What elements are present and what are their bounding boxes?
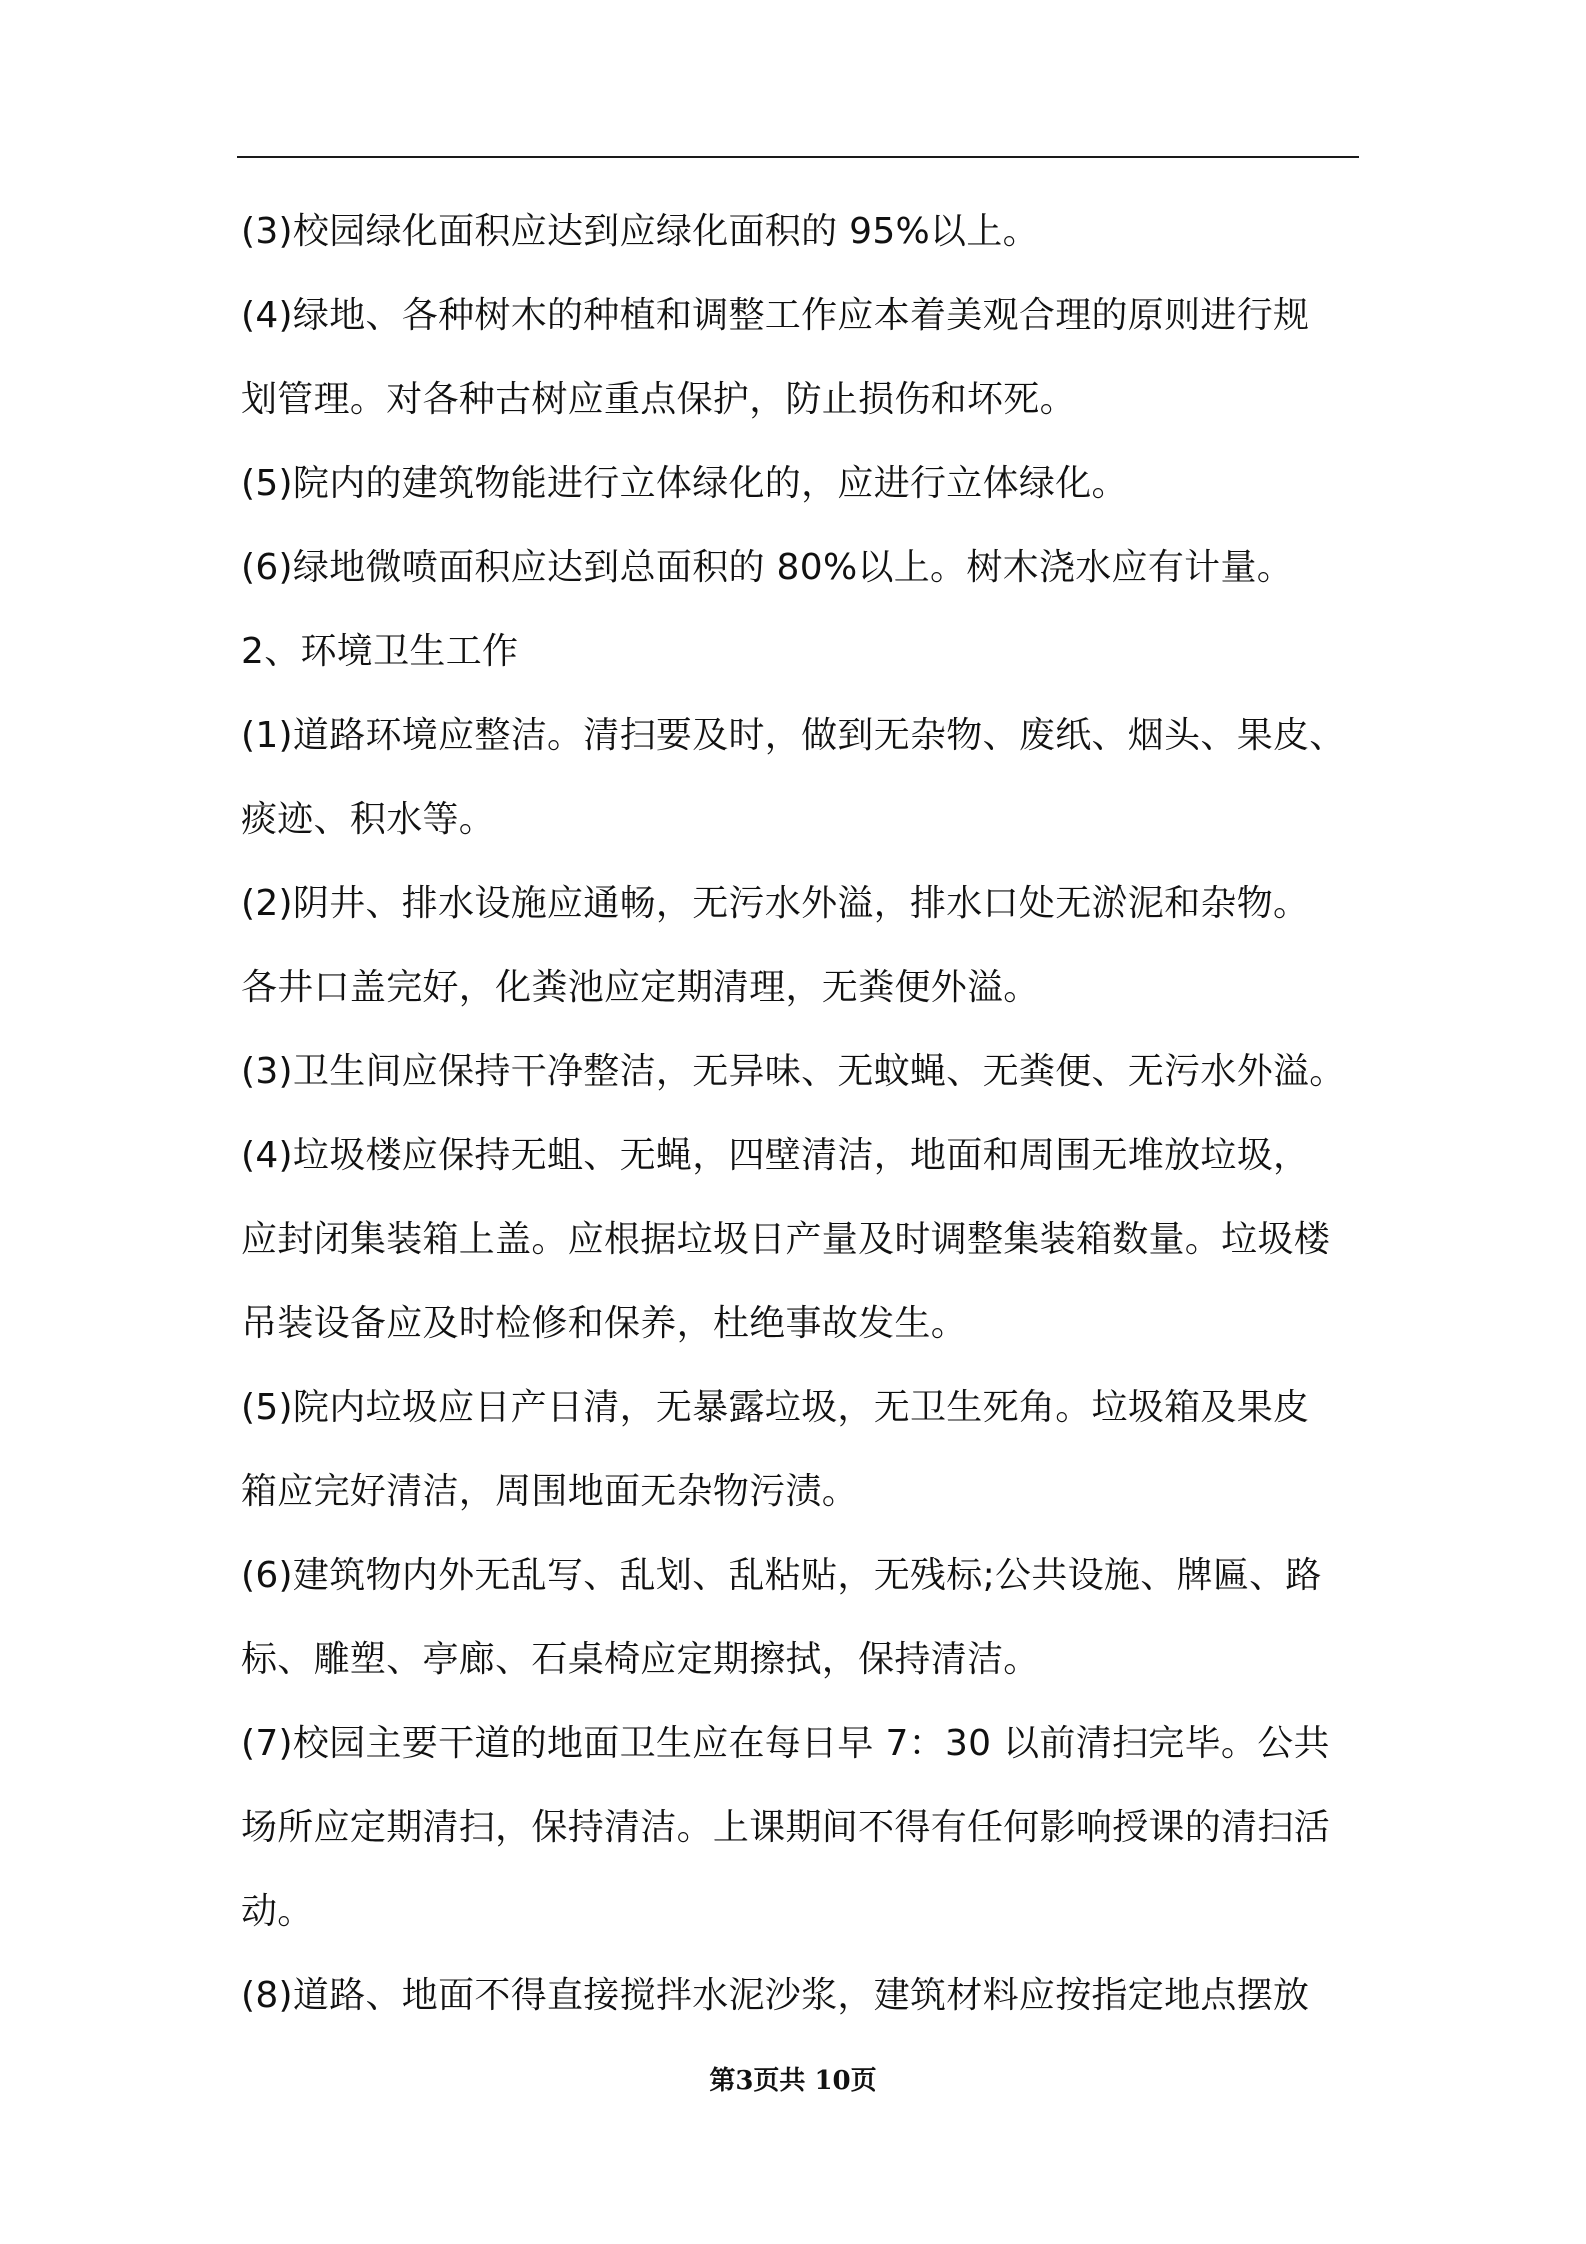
body-line: 箱应完好清洁，周围地面无杂物污渍。	[241, 1471, 859, 1512]
body-line: 动。	[241, 1891, 314, 1932]
body-line: (5)院内的建筑物能进行立体绿化的，应进行立体绿化。	[241, 463, 1128, 504]
header-rule	[237, 156, 1359, 158]
body-line: (4)绿地、各种树木的种植和调整工作应本着美观合理的原则进行规	[241, 295, 1310, 336]
body-line: 场所应定期清扫，保持清洁。上课期间不得有任何影响授课的清扫活	[241, 1807, 1331, 1848]
body-line: (3)校园绿化面积应达到应绿化面积的 95%以上。	[241, 211, 1039, 252]
body-line: (8)道路、地面不得直接搅拌水泥沙浆，建筑材料应按指定地点摆放	[241, 1975, 1310, 2016]
document-body	[241, 190, 1361, 2038]
body-line: 痰迹、积水等。	[241, 799, 496, 840]
body-line: (2)阴井、排水设施应通畅，无污水外溢，排水口处无淤泥和杂物。	[241, 883, 1310, 924]
body-line: 各井口盖完好，化粪池应定期清理，无粪便外溢。	[241, 967, 1040, 1008]
body-line: 吊装设备应及时检修和保养，杜绝事故发生。	[241, 1303, 968, 1344]
section-heading: 2、环境卫生工作	[241, 631, 519, 672]
body-line: (4)垃圾楼应保持无蛆、无蝇，四壁清洁，地面和周围无堆放垃圾，	[241, 1135, 1310, 1176]
body-line: 应封闭集装箱上盖。应根据垃圾日产量及时调整集装箱数量。垃圾楼	[241, 1219, 1331, 1260]
body-line: 标、雕塑、亭廊、石桌椅应定期擦拭，保持清洁。	[241, 1639, 1040, 1680]
body-line: (5)院内垃圾应日产日清，无暴露垃圾，无卫生死角。垃圾箱及果皮	[241, 1387, 1310, 1428]
body-line: (6)绿地微喷面积应达到总面积的 80%以上。树木浇水应有计量。	[241, 547, 1294, 588]
page-number: 第3页共 10页	[709, 2066, 877, 2096]
body-line: (3)卫生间应保持干净整洁，无异味、无蚊蝇、无粪便、无污水外溢。	[241, 1051, 1346, 1092]
body-line: (6)建筑物内外无乱写、乱划、乱粘贴，无残标;公共设施、牌匾、路	[241, 1555, 1322, 1596]
body-line: (7)校园主要干道的地面卫生应在每日早 7：30 以前清扫完毕。公共	[241, 1723, 1330, 1764]
body-line: 划管理。对各种古树应重点保护，防止损伤和坏死。	[241, 379, 1076, 420]
body-line: (1)道路环境应整洁。清扫要及时，做到无杂物、废纸、烟头、果皮、	[241, 715, 1346, 756]
